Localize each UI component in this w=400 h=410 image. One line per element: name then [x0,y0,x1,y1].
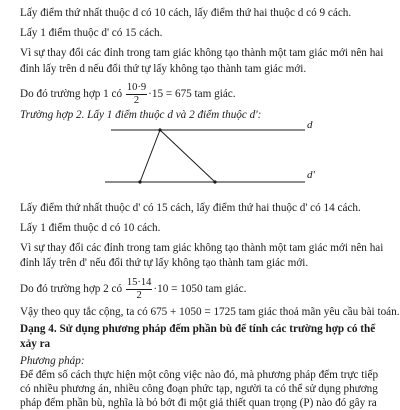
case-1-result [20,82,236,107]
line-4: đỉnh lấy trên d nếu đổi thứ tự lấy không tạo thành tam giác mới. [20,63,307,75]
paragraph-line-3: pháp đếm phần bù, nghĩa là bỏ bớt đi một giả thiết quan trọng (P) nào đó gây ra [20,397,377,409]
line-8: đỉnh lấy trên d' nếu đổi thứ tự lấy không tạo thành tam giác mới. [20,257,309,269]
case-2-post: ·10 = 1050 tam giác. [153,283,247,296]
triangle-side-right [160,130,215,182]
case-1-denominator: 2 [133,95,140,106]
method-label: Phương pháp: [20,355,85,367]
section-heading-4b: xảy ra [20,338,51,350]
case-1-pre: Do đó trường hợp 1 có [20,88,123,101]
label-d-prime: d' [307,169,315,181]
line-3: Vì sự thay đổi các đỉnh trong tam giác không tạo thành một tam giác mới nên hai [20,47,384,59]
vertex-top [158,128,161,131]
vertex-bottom-right [213,180,216,183]
line-5: Lấy điểm thứ nhất thuộc d' có 15 cách, lấy điểm thứ hai thuộc d' có 14 cách. [20,202,361,214]
line-2: Lấy 1 điểm thuộc d' có 15 cách. [20,27,163,39]
case-2-result [20,277,246,302]
case-1-post: ·15 = 675 tam giác. [148,88,236,101]
label-d: d [307,119,313,131]
lines-triangle-figure [105,118,325,188]
case-1-fraction [126,82,147,107]
paragraph-line-2: có nhiều phương án, nhiều công đoạn phức tạp, người ta có thể sử dụng phương [20,383,378,395]
case-2-numerator: 15·14 [126,277,152,288]
line-1: Lấy điểm thứ nhất thuộc d có 10 cách, lấy điểm thứ hai thuộc d có 9 cách. [20,7,352,19]
paragraph-line-1: Để đếm số cách thực hiện một công việc nào đó, mà phương pháp đếm trực tiếp [20,369,379,381]
case-2-heading: Trường hợp 2. Lấy 1 điểm thuộc d và 2 điểm thuộc d': [20,109,262,121]
line-7: Vì sự thay đổi các đỉnh trong tam giác không tạo thành một tam giác mới nên hai [20,242,384,254]
line-6: Lấy 1 điểm thuộc d có 10 cách. [20,222,161,234]
case-2-denominator: 2 [136,290,142,301]
case-1-numerator: 10·9 [126,82,147,93]
triangle-side-left [140,130,160,182]
section-heading-4: Dạng 4. Sử dụng phương pháp đếm phần bù để tính các trường hợp có thể [20,323,376,335]
line-9: Vậy theo quy tắc cộng, ta có 675 + 1050 = 1725 tam giác thoả mãn yêu cầu bài toán. [20,306,400,318]
case-2-pre: Do đó trường hợp 2 có [20,283,123,296]
vertex-bottom-left [138,180,141,183]
case-2-fraction [126,277,153,302]
